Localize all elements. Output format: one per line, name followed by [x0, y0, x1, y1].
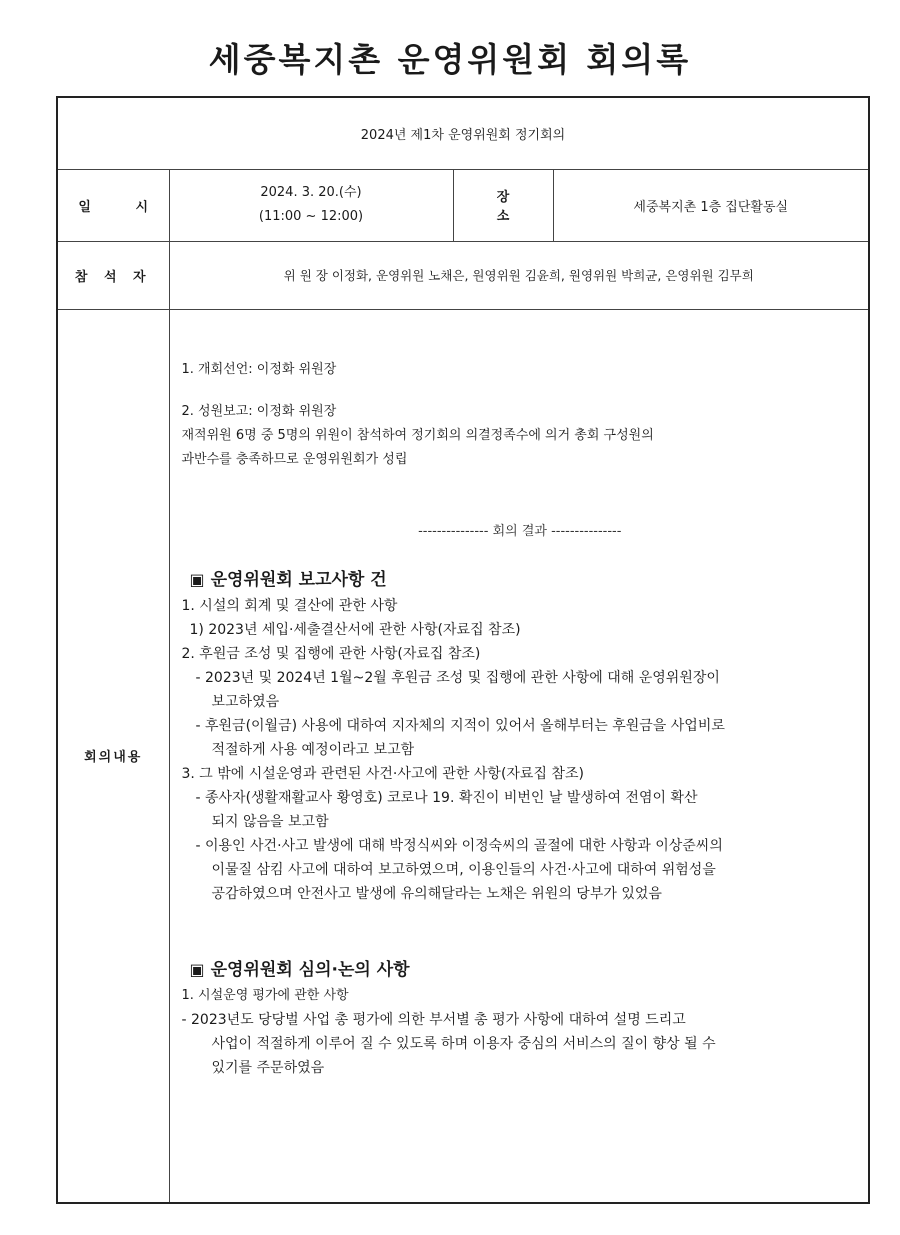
report-line: - 이용인 사건·사고 발생에 대해 박정식씨와 이정숙씨의 골절에 대한 사항과 이상준씨의: [195, 837, 723, 854]
meeting-date: 2024. 3. 20.(수): [260, 185, 362, 200]
meeting-time: (11:00 ~ 12:00): [258, 209, 364, 224]
content-label: 회의내용: [57, 309, 169, 1203]
opening-item-1: 1. 개회선언: 이정화 위원장: [181, 361, 337, 377]
attendees-row: [57, 241, 869, 309]
section-deliberation-title: 운영위원회 심의·논의 사항: [210, 959, 410, 980]
square-bullet-icon: ▣: [189, 569, 205, 589]
attendees-label: 참 석 자: [57, 241, 169, 309]
report-line: 1) 2023년 세입·세출결산서에 관한 사항(자료집 참조): [189, 621, 521, 638]
datetime-label: 일 시: [57, 169, 169, 241]
report-line: 이물질 삼킴 사고에 대하여 보고하였으며, 이용인들의 사건·사고에 대하여 위험성을: [211, 861, 716, 878]
deliberation-line: - 2023년도 당당벌 사업 총 평가에 의한 부서별 총 평가 사항에 대하여 설명 드리고: [181, 1011, 686, 1028]
section-deliberation-heading: [182, 956, 859, 984]
datetime-place-row: [57, 169, 869, 241]
report-line: 공감하였으며 안전사고 발생에 유의해달라는 노채은 위원의 당부가 있었음: [211, 885, 662, 902]
opening-item-2-line-1: 재적위원 6명 중 5명의 위원이 참석하여 정기회의 의결정족수에 의거 총회 구성원의: [181, 427, 654, 443]
report-line: 되지 않음을 보고함: [211, 813, 329, 830]
document-title: 세중복지촌 운영위원회 회의록: [208, 40, 692, 79]
place-label: 장 소: [453, 169, 553, 241]
place-value: 세중복지촌 1층 집단활동실: [553, 169, 869, 241]
section-report-heading: [182, 566, 859, 594]
section-report-title: 운영위원회 보고사항 건: [210, 569, 387, 590]
report-line: - 2023년 및 2024년 1월~2월 후원금 조성 및 집행에 관한 사항에 대해 운영위원장이: [195, 669, 720, 686]
report-line: 2. 후원금 조성 및 집행에 관한 사항(자료집 참조): [181, 645, 481, 662]
report-line: 1. 시설의 회계 및 결산에 관한 사항: [181, 597, 398, 614]
report-line: - 종사자(생활재활교사 황영호) 코로나 19. 확진이 비번인 날 발생하여 전염이 확산: [195, 789, 698, 806]
report-line: - 후원금(이월금) 사용에 대하여 지자체의 지적이 있어서 올해부터는 후원금을 사업비로: [195, 717, 725, 734]
content-body: [169, 309, 869, 1203]
deliberation-line: 있기를 주문하였음: [211, 1059, 325, 1076]
minutes-table: [56, 96, 870, 1204]
results-divider: --------------- 회의 결과 ---------------: [418, 523, 622, 539]
datetime-cell: [169, 169, 453, 241]
opening-item-2: 2. 성원보고: 이정화 위원장: [181, 403, 337, 419]
meeting-name-row: [57, 97, 869, 169]
square-bullet-icon: ▣: [189, 959, 205, 979]
report-line: 적절하게 사용 예정이라고 보고함: [211, 741, 415, 758]
deliberation-line: 1. 시설운영 평가에 관한 사항: [181, 987, 349, 1003]
meeting-name: 2024년 제1차 운영위원회 정기회의: [57, 97, 869, 169]
content-row: [57, 309, 869, 1203]
deliberation-line: 사업이 적절하게 이루어 질 수 있도록 하며 이용자 중심의 서비스의 질이 향상 될 수: [211, 1035, 716, 1052]
report-line: 3. 그 밖에 시설운영과 관련된 사건·사고에 관한 사항(자료집 참조): [181, 765, 584, 782]
attendees-value: 위 원 장 이정화, 운영위원 노채은, 원영위원 김윤희, 원영위원 박희균, 은영위원 김무희: [169, 241, 869, 309]
report-line: 보고하였음: [211, 693, 280, 710]
opening-item-2-line-2: 과반수를 충족하므로 운영위원회가 성립: [181, 451, 408, 467]
